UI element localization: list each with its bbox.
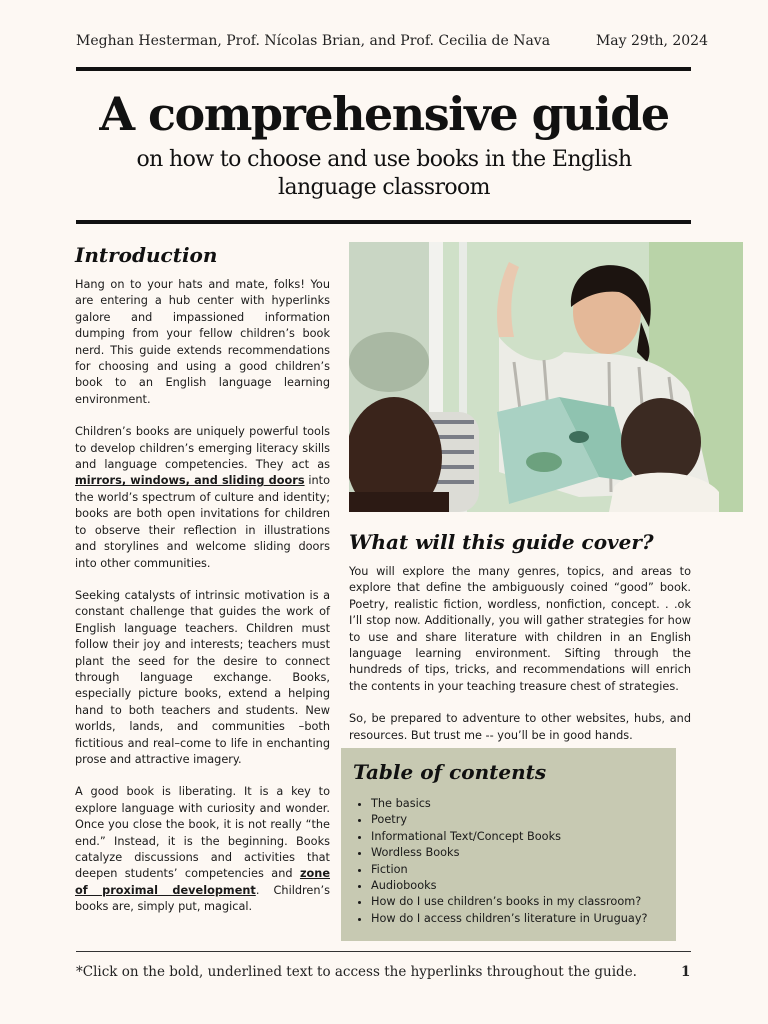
intro-p2-text-start: Children’s books are uniquely powerful tools to develop children’s emerging literacy skills and language competencies. They act as: [75, 425, 330, 472]
page-number: 1: [681, 964, 691, 980]
cover-paragraph-1: You will explore the many genres, topics, and areas to explore that define the ambiguously coined “good” book. Poetry, realistic fiction, wordless, nonfiction, concept. . .ok I’ll stop now. Additionally, you will gather strategies for how to use and share literature with children in an English language learning environment. Sifting through the hundreds of tips, tricks, and recommendations will enrich the contents in your teaching treasure chest of strategies.: [349, 565, 691, 693]
mirrors-windows-doors-link[interactable]: mirrors, windows, and sliding doors: [75, 474, 305, 488]
toc-item-use-in-classroom[interactable]: • How do I use children’s books in my classroom?: [371, 894, 664, 910]
intro-p2-text-end: into the world’s spectrum of culture and identity; books are both open invitations for children to observe their reflection in illustrations and storylines and welcome sliding doors into other communities.: [75, 474, 330, 570]
zone-of-proximal-development-link[interactable]: zone of proximal development: [75, 867, 330, 897]
intro-p4-text-start: A good book is liberating. It is a key to explore language with curiosity and wonder. Once you close the book, it is not really “the end.” Instead, it is the beginning. Books catalyze discussions and activities that deepen students’ competencies and: [75, 785, 330, 881]
toc-item-audiobooks[interactable]: • Audiobooks: [371, 878, 664, 894]
page-subtitle: [0, 146, 768, 202]
introduction-section: [75, 241, 330, 916]
footnote: *Click on the bold, underlined text to access the hyperlinks throughout the guide.: [76, 964, 637, 980]
toc-item-poetry[interactable]: • Poetry: [371, 812, 664, 828]
toc-list: [353, 796, 664, 927]
table-of-contents: [341, 748, 676, 941]
toc-item-access-in-uruguay[interactable]: • How do I access children’s literature in Uruguay?: [371, 911, 664, 927]
publication-date: May 29th, 2024: [595, 33, 708, 49]
top-divider: [76, 67, 691, 71]
intro-paragraph-2: [75, 424, 330, 572]
subtitle-line-1: on how to choose and use books in the English: [136, 147, 632, 172]
intro-paragraph-1: Hang on to your hats and mate, folks! You are entering a hub center with hyperlinks galore and impassioned information dumping from your fellow children’s book nerd. This guide extends recommendations for choosing and using a good children’s book to an English language learning environment.: [75, 278, 330, 406]
toc-item-informational-text[interactable]: • Informational Text/Concept Books: [371, 829, 664, 845]
intro-paragraph-4: [75, 784, 330, 915]
introduction-heading: Introduction: [75, 243, 218, 267]
cover-paragraph-2: So, be prepared to adventure to other websites, hubs, and resources. But trust me -- you’ll be in good hands.: [349, 712, 691, 742]
intro-paragraph-3: Seeking catalysts of intrinsic motivation is a constant challenge that guides the work of English language teachers. Children must follow their joy and interests; teachers must plant the seed for the desire to connect through language exchange. Books, especially picture books, extend a helping hand to both teachers and students. New worlds, lands, and communities –both fictitious and real–come to life in enchanting prose and attractive imagery.: [75, 588, 330, 766]
page-title: A comprehensive guide: [99, 87, 669, 141]
authors: Meghan Hesterman, Prof. Nícolas Brian, and Prof. Cecilia de Nava: [76, 33, 551, 49]
toc-item-the-basics[interactable]: • The basics: [371, 796, 664, 812]
subtitle-line-2: language classroom: [278, 175, 490, 200]
toc-item-fiction[interactable]: • Fiction: [371, 862, 664, 878]
teacher-reading-illustration: [349, 242, 743, 512]
guide-cover-section: [349, 528, 691, 744]
teacher-reading-photo: [349, 242, 743, 512]
toc-heading: Table of contents: [353, 760, 547, 784]
toc-item-wordless-books[interactable]: • Wordless Books: [371, 845, 664, 861]
title-divider: [76, 220, 691, 224]
footer-divider: [76, 951, 691, 952]
intro-p4-text-end: . Children’s books are, simply put, magical.: [75, 883, 330, 914]
guide-cover-heading: What will this guide cover?: [349, 530, 654, 554]
